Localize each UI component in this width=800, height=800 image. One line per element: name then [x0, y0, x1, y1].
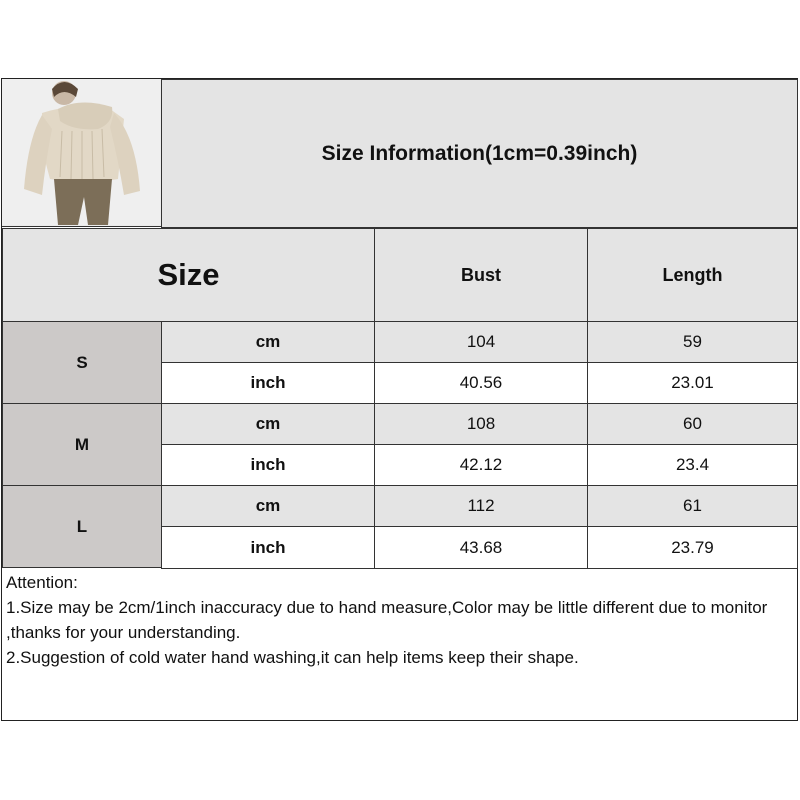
size-label: L — [76, 516, 88, 536]
unit-cell — [161, 485, 375, 527]
bust-value: 40.56 — [459, 373, 503, 392]
unit-label: inch — [250, 455, 286, 474]
length-value: 61 — [683, 496, 702, 515]
size-label-s-cell — [2, 321, 162, 404]
bust-value: 108 — [466, 414, 496, 433]
length-header-cell — [587, 228, 798, 322]
unit-label: cm — [255, 414, 281, 433]
bust-value-cell — [374, 485, 588, 527]
unit-cell — [161, 444, 375, 486]
attention-note-1: 1.Size may be 2cm/1inch inaccuracy due to hand measure,Color may be little different due to monitor ,thanks for your understanding. — [6, 598, 768, 642]
bust-value: 43.68 — [459, 537, 503, 557]
length-value-cell — [587, 526, 798, 569]
bust-value: 42.12 — [459, 455, 503, 474]
bust-header-cell — [374, 228, 588, 322]
size-info-title-cell — [161, 79, 798, 228]
unit-cell — [161, 321, 375, 363]
size-header: Size — [157, 257, 220, 292]
length-value-cell — [587, 403, 798, 445]
length-header: Length — [662, 264, 723, 285]
size-label-m-cell — [2, 403, 162, 486]
length-value: 23.79 — [671, 537, 714, 557]
unit-label: inch — [250, 537, 286, 557]
unit-cell — [161, 403, 375, 445]
attention-note-2: 2.Suggestion of cold water hand washing,it can help items keep their shape. — [6, 648, 579, 667]
size-info-title: Size Information(1cm=0.39inch) — [321, 141, 638, 165]
size-label: M — [74, 434, 90, 454]
length-value: 23.4 — [675, 455, 710, 474]
length-value: 23.01 — [671, 373, 714, 392]
length-value-cell — [587, 362, 798, 404]
length-value-cell — [587, 321, 798, 363]
bust-header: Bust — [461, 264, 501, 285]
unit-cell — [161, 362, 375, 404]
bust-value: 104 — [466, 332, 496, 351]
unit-label: cm — [255, 332, 281, 351]
bust-value-cell — [374, 526, 588, 569]
unit-label: inch — [250, 373, 286, 392]
product-photo-illustration — [2, 79, 160, 225]
length-value: 60 — [683, 414, 702, 433]
bust-value-cell — [374, 362, 588, 404]
bust-value-cell — [374, 321, 588, 363]
product-photo — [2, 79, 162, 227]
bust-value-cell — [374, 403, 588, 445]
unit-cell — [161, 526, 375, 569]
size-label-l-cell — [2, 485, 162, 568]
size-header-cell — [2, 228, 375, 322]
attention-notes — [2, 568, 797, 720]
length-value: 59 — [683, 332, 702, 351]
bust-value: 112 — [467, 496, 495, 515]
attention-heading: Attention: — [6, 573, 78, 592]
length-value-cell — [587, 444, 798, 486]
size-label: S — [76, 352, 88, 372]
bust-value-cell — [374, 444, 588, 486]
length-value-cell — [587, 485, 798, 527]
unit-label: cm — [255, 496, 281, 515]
